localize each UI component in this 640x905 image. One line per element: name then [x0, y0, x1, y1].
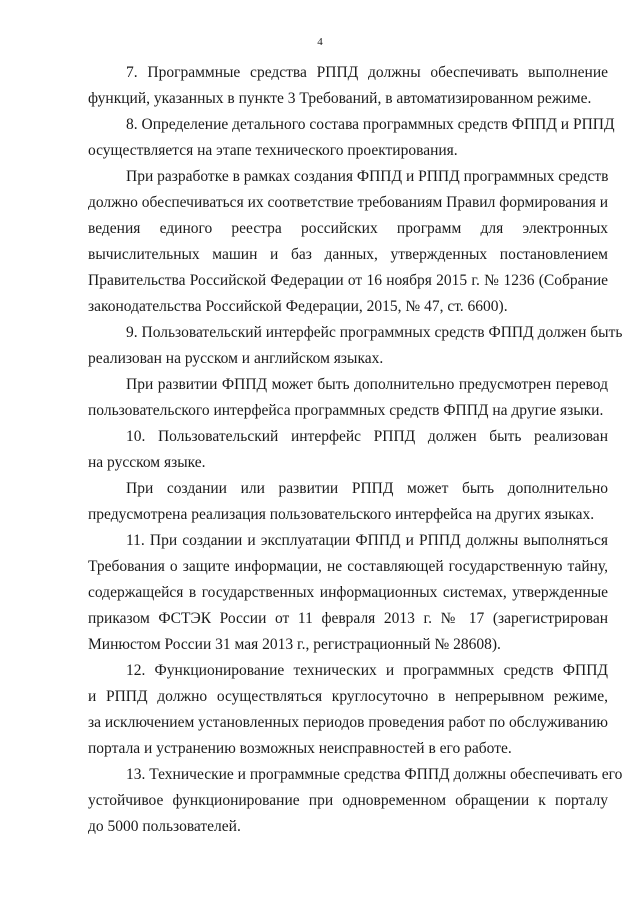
paragraph-development-line-4: вычислительных машин и баз данных, утвержденных постановлением: [88, 246, 608, 263]
paragraph-10-line-2: на русском языке.: [88, 454, 206, 471]
paragraph-development-line-5: Правительства Российской Федерации от 16 ноября 2015 г. № 1236 (Собрание: [88, 272, 608, 289]
paragraph-9-line-2: реализован на русском и английском языках.: [88, 350, 384, 367]
paragraph-rppd-languages-line-2: предусмотрена реализация пользовательского интерфейса на других языках.: [88, 506, 595, 523]
paragraph-8-line-2: осуществляется на этапе технического проектирования.: [88, 142, 458, 159]
paragraph-7-line-2: функций, указанных в пункте 3 Требований, в автоматизированном режиме.: [88, 90, 592, 107]
paragraph-11-line-5: Минюстом России 31 мая 2013 г., регистрационный № 28608).: [88, 636, 501, 653]
paragraph-10-line-1: 10. Пользовательский интерфейс РППД должен быть реализован: [126, 428, 608, 445]
paragraph-8-line-1: 8. Определение детального состава программных средств ФППД и РППД: [126, 116, 615, 133]
paragraph-fppd-translation-line-1: При развитии ФППД может быть дополнительно предусмотрен перевод: [126, 376, 608, 393]
paragraph-12-line-4: портала и устранению возможных неисправностей в его работе.: [88, 740, 512, 757]
paragraph-11-line-3: содержащейся в государственных информационных системах, утвержденные: [88, 584, 608, 601]
paragraph-13-line-3: до 5000 пользователей.: [88, 818, 241, 835]
paragraph-12-line-3: за исключением установленных периодов проведения работ по обслуживанию: [88, 714, 609, 731]
paragraph-development-line-3: ведения единого реестра российских программ для электронных: [88, 220, 608, 237]
paragraph-9-line-1: 9. Пользовательский интерфейс программных средств ФППД должен быть: [126, 324, 623, 341]
paragraph-11-line-1: 11. При создании и эксплуатации ФППД и РППД должны выполняться: [126, 532, 608, 549]
paragraph-fppd-translation-line-2: пользовательского интерфейса программных средств ФППД на другие языки.: [88, 402, 604, 419]
page-number: 4: [317, 36, 323, 48]
paragraph-13-line-1: 13. Технические и программные средства ФППД должны обеспечивать его: [126, 766, 623, 783]
paragraph-development-line-2: должно обеспечиваться их соответствие требованиям Правил формирования и: [88, 194, 608, 211]
paragraph-development-line-1: При разработке в рамках создания ФППД и РППД программных средств: [126, 168, 609, 185]
paragraph-rppd-languages-line-1: При создании или развитии РППД может быть дополнительно: [126, 480, 608, 497]
paragraph-12-line-1: 12. Функционирование технических и программных средств ФППД: [126, 662, 608, 679]
paragraph-13-line-2: устойчивое функционирование при одновременном обращении к порталу: [88, 792, 608, 809]
paragraph-7-line-1: 7. Программные средства РППД должны обеспечивать выполнение: [126, 64, 608, 81]
paragraph-11-line-2: Требования о защите информации, не составляющей государственную тайну,: [88, 558, 608, 575]
paragraph-11-line-4: приказом ФСТЭК России от 11 февраля 2013 г. № 17 (зарегистрирован: [88, 610, 608, 627]
paragraph-12-line-2: и РППД должно осуществляться круглосуточно в непрерывном режиме,: [88, 688, 608, 705]
paragraph-development-line-6: законодательства Российской Федерации, 2015, № 47, ст. 6600).: [88, 298, 508, 315]
